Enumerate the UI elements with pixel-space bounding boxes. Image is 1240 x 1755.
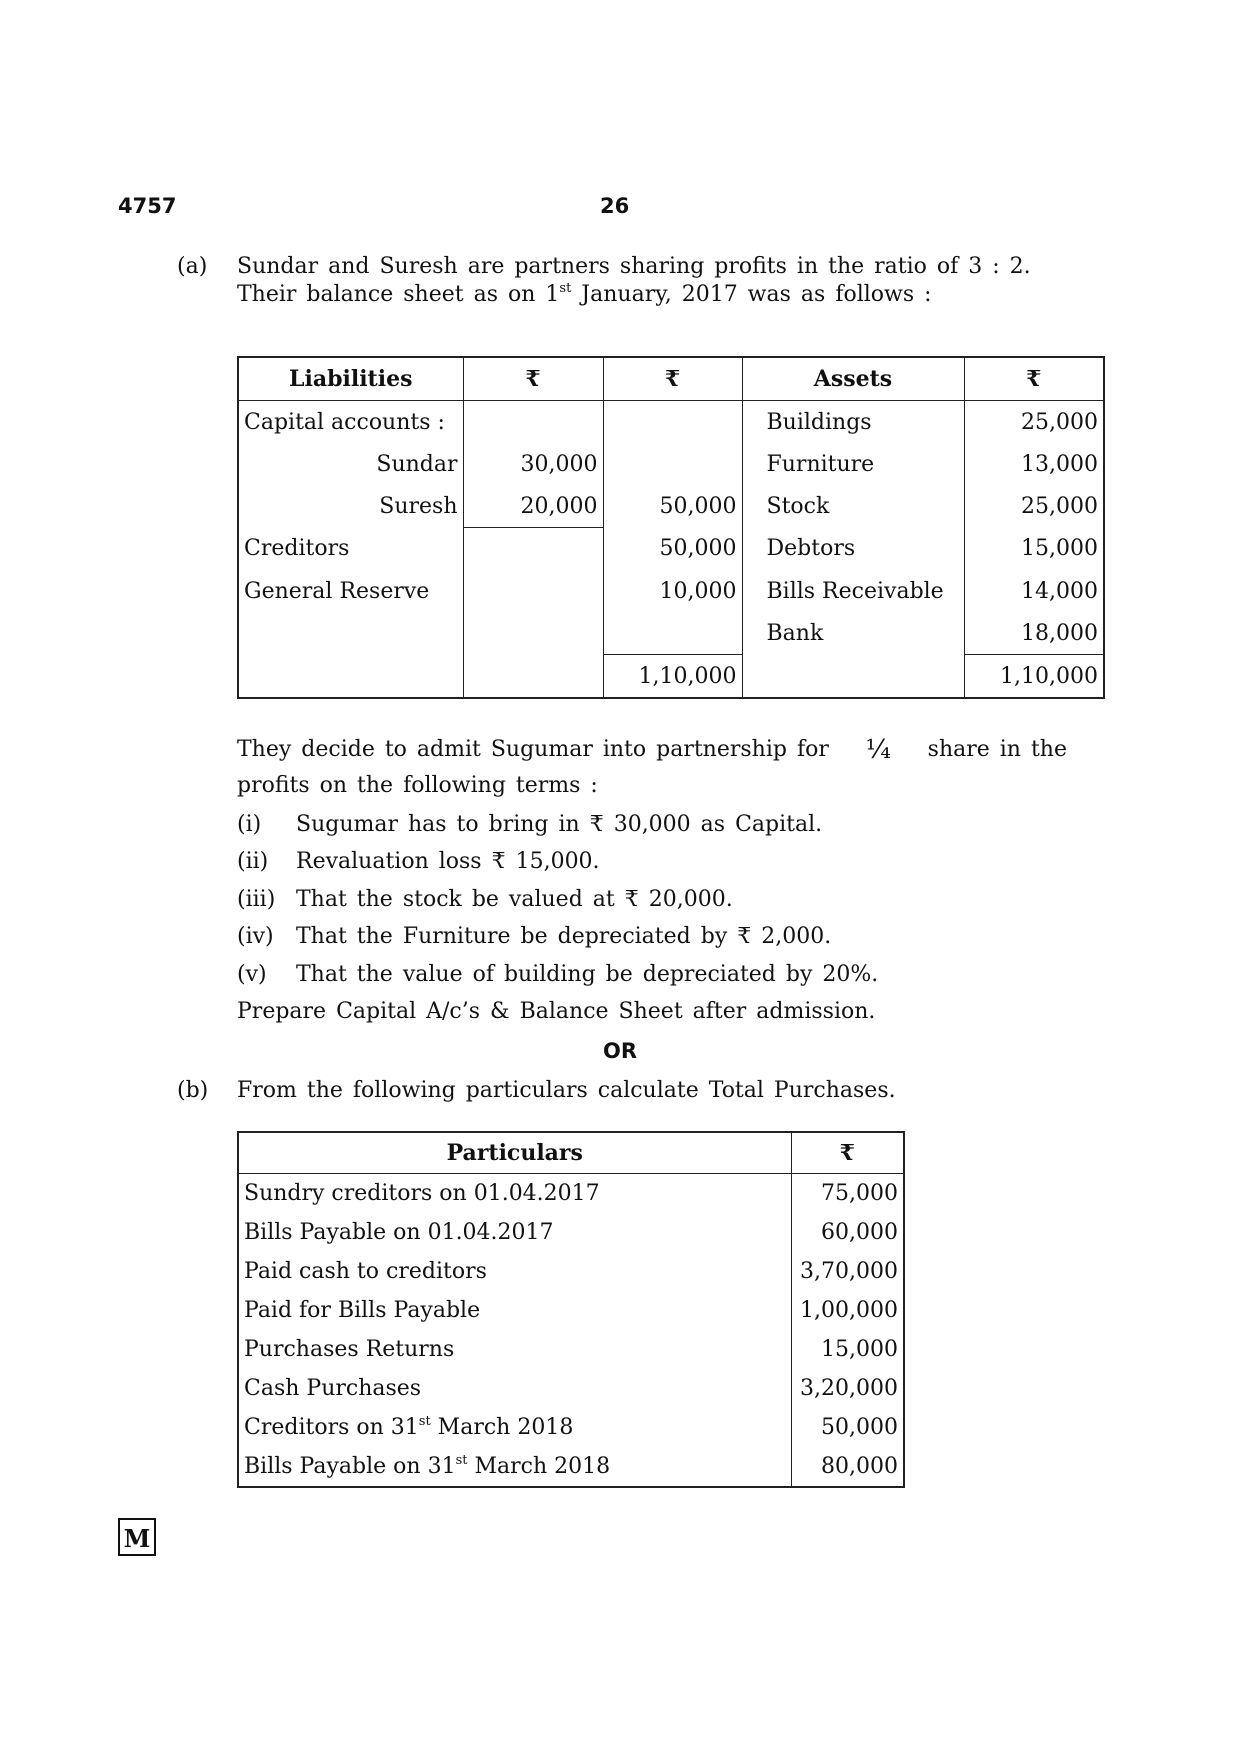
balance-sheet-header [238, 357, 1104, 401]
page-number: 26 [600, 194, 630, 218]
liabilities-total: 1,10,000 [603, 655, 742, 699]
capital-total: 50,000 [603, 485, 742, 528]
partner-name: Suresh [238, 485, 463, 528]
asset-label: Furniture [742, 443, 964, 485]
table-row: Bills Payable on 01.04.2017 60,000 [238, 1213, 904, 1252]
table-row: Bills Payable on 31st March 2018 80,000 [238, 1447, 904, 1487]
particulars-table [237, 1131, 905, 1488]
table-row [238, 570, 1104, 612]
instruction-text: Prepare Capital A/c’s & Balance Sheet after admission. [237, 999, 876, 1024]
asset-label: Bank [742, 612, 964, 655]
asset-label: Debtors [742, 528, 964, 571]
asset-label: Stock [742, 485, 964, 528]
table-row: Creditors on 31st March 2018 50,000 [238, 1408, 904, 1447]
table-row: Paid cash to creditors 3,70,000 [238, 1252, 904, 1291]
reserve-amount: 10,000 [603, 570, 742, 612]
intro-line-2: Their balance sheet as on 1st January, 2017 was as follows : [237, 281, 932, 307]
asset-amount: 15,000 [964, 528, 1104, 571]
part-a-intro [237, 253, 1067, 309]
intro-line-1: Sundar and Suresh are partners sharing profits in the ratio of 3 : 2. [237, 254, 1031, 279]
part-b-label: (b) [177, 1078, 209, 1103]
fraction-quarter: ¼ [865, 735, 891, 765]
table-row [238, 528, 1104, 571]
asset-amount: 13,000 [964, 443, 1104, 485]
table-row [238, 485, 1104, 528]
part-b-question: From the following particulars calculate Total Purchases. [237, 1078, 896, 1103]
asset-label: Buildings [742, 401, 964, 444]
asset-amount: 14,000 [964, 570, 1104, 612]
col-rupee-1: ₹ [463, 357, 603, 401]
partner-name: Sundar [238, 443, 463, 485]
balance-sheet-table [237, 356, 1105, 699]
table-row: Purchases Returns 15,000 [238, 1330, 904, 1369]
creditors-amount: 50,000 [603, 528, 742, 571]
footer-mark: M [118, 1518, 156, 1556]
col-liabilities: Liabilities [238, 357, 463, 401]
table-row: Sundry creditors on 01.04.2017 75,000 [238, 1174, 904, 1214]
col-rupee-3: ₹ [964, 357, 1104, 401]
or-separator: OR [602, 1039, 638, 1063]
asset-amount: 25,000 [964, 401, 1104, 444]
capital-label: Capital accounts : [238, 401, 463, 444]
reserve-label: General Reserve [238, 570, 463, 612]
table-row: Paid for Bills Payable 1,00,000 [238, 1291, 904, 1330]
col-rupee-2: ₹ [603, 357, 742, 401]
table-row [238, 401, 1104, 444]
assets-total: 1,10,000 [964, 655, 1104, 699]
creditors-label: Creditors [238, 528, 463, 571]
paper-code: 4757 [118, 194, 177, 218]
asset-amount: 18,000 [964, 612, 1104, 655]
asset-label: Bills Receivable [742, 570, 964, 612]
totals-row [238, 655, 1104, 699]
particulars-header [238, 1132, 904, 1174]
admit-paragraph [237, 736, 1067, 800]
partner-amount: 30,000 [463, 443, 603, 485]
admit-line-1: They decide to admit Sugumar into partnership for ¼ share in the [237, 735, 1067, 765]
partner-amount: 20,000 [463, 485, 603, 528]
part-a-label: (a) [177, 254, 208, 279]
col-particulars: Particulars [238, 1132, 791, 1174]
admit-line-2: profits on the following terms : [237, 773, 598, 798]
table-row [238, 443, 1104, 485]
table-row: Cash Purchases 3,20,000 [238, 1369, 904, 1408]
table-row [238, 612, 1104, 655]
col-rupee: ₹ [791, 1132, 904, 1174]
col-assets: Assets [742, 357, 964, 401]
asset-amount: 25,000 [964, 485, 1104, 528]
